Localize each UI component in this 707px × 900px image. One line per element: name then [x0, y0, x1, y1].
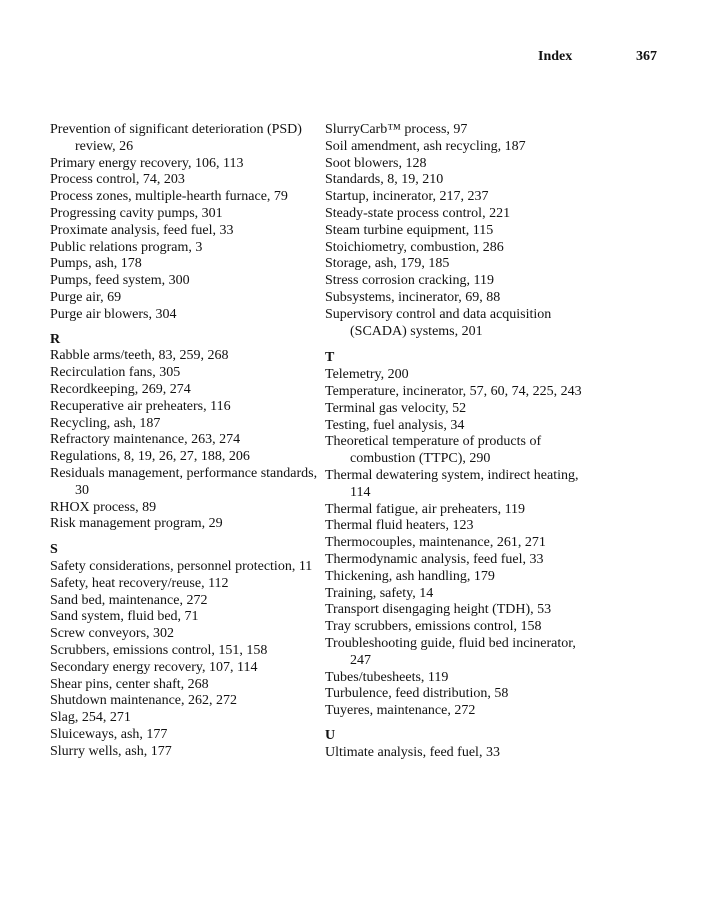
index-entry: Risk management program, 29 — [50, 516, 223, 532]
index-entry: Thickening, ash handling, 179 — [325, 568, 495, 584]
index-entry: Secondary energy recovery, 107, 114 — [50, 659, 258, 675]
index-entry: Thermal fluid heaters, 123 — [325, 518, 474, 534]
index-entry: Subsystems, incinerator, 69, 88 — [325, 289, 501, 305]
index-letter-heading: U — [325, 727, 336, 743]
index-entry: Tubes/tubesheets, 119 — [325, 669, 449, 685]
index-entry: Recordkeeping, 269, 274 — [50, 381, 191, 397]
index-entry: Shutdown maintenance, 262, 272 — [50, 693, 238, 709]
index-group-t — [325, 367, 595, 720]
section-title: Index — [538, 49, 573, 64]
index-entry: Refractory maintenance, 263, 274 — [50, 432, 241, 448]
index-entry: Purge air blowers, 304 — [50, 306, 177, 322]
index-entry: Thermal dewatering system, indirect heating, 114 — [325, 467, 579, 500]
index-entry: Testing, fuel analysis, 34 — [325, 417, 465, 433]
index-entry: Turbulence, feed distribution, 58 — [325, 686, 509, 702]
index-entry: Supervisory control and data acquisition (SCADA) systems, 201 — [325, 306, 552, 339]
index-entry: Proximate analysis, feed fuel, 33 — [50, 222, 234, 238]
index-letter-heading: S — [50, 542, 58, 558]
index-entry: Transport disengaging height (TDH), 53 — [325, 602, 552, 618]
index-entry: Soil amendment, ash recycling, 187 — [325, 138, 526, 154]
index-group-u — [325, 745, 595, 762]
index-entry: Recirculation fans, 305 — [50, 365, 181, 381]
index-entry: Rabble arms/teeth, 83, 259, 268 — [50, 348, 229, 364]
index-column-left — [50, 122, 320, 760]
index-entry: Troubleshooting guide, fluid bed incinerator, 247 — [325, 635, 576, 668]
index-entry: Thermocouples, maintenance, 261, 271 — [325, 535, 546, 551]
running-header — [0, 49, 707, 69]
index-letter-heading: T — [325, 350, 335, 366]
index-entry: Recuperative air preheaters, 116 — [50, 398, 231, 414]
index-entry: Steady-state process control, 221 — [325, 205, 511, 221]
index-entry: Tray scrubbers, emissions control, 158 — [325, 619, 542, 635]
index-entry: RHOX process, 89 — [50, 499, 157, 515]
index-entry: Thermal fatigue, air preheaters, 119 — [325, 501, 526, 517]
page-number: 367 — [636, 49, 657, 64]
index-group-r — [50, 348, 320, 533]
index-entry: Telemetry, 200 — [325, 367, 409, 383]
index-entry: Purge air, 69 — [50, 289, 122, 305]
index-entry: Slag, 254, 271 — [50, 710, 131, 726]
index-entry: SlurryCarb™ process, 97 — [325, 122, 468, 137]
index-group-s — [50, 559, 320, 761]
index-entry: Stoichiometry, combustion, 286 — [325, 239, 504, 255]
index-entry: Soot blowers, 128 — [325, 155, 427, 171]
index-entry: Scrubbers, emissions control, 151, 158 — [50, 642, 268, 658]
index-entry: Safety, heat recovery/reuse, 112 — [50, 575, 229, 591]
index-entry: Standards, 8, 19, 210 — [325, 172, 444, 188]
index-entry: Sluiceways, ash, 177 — [50, 726, 168, 742]
index-entry: Regulations, 8, 19, 26, 27, 188, 206 — [50, 449, 250, 465]
index-entry: Residuals management, performance standards, 30 — [50, 465, 318, 498]
index-entry: Slurry wells, ash, 177 — [50, 743, 172, 759]
index-entry: Startup, incinerator, 217, 237 — [325, 189, 489, 205]
index-entry: Screw conveyors, 302 — [50, 626, 175, 642]
index-entry: Tuyeres, maintenance, 272 — [325, 703, 476, 719]
index-entry: Temperature, incinerator, 57, 60, 74, 225, 243 — [325, 383, 582, 399]
index-entry: Ultimate analysis, feed fuel, 33 — [325, 744, 500, 760]
index-group-p-continued — [50, 122, 320, 324]
index-column-right — [325, 122, 595, 761]
index-entry: Pumps, ash, 178 — [50, 256, 142, 272]
index-entry: Safety considerations, personnel protection, 11 — [50, 558, 313, 574]
index-entry: Thermodynamic analysis, feed fuel, 33 — [325, 551, 544, 567]
index-entry: Steam turbine equipment, 115 — [325, 222, 494, 238]
index-entry: Prevention of significant deterioration (PSD) review, 26 — [50, 122, 302, 154]
index-entry: Training, safety, 14 — [325, 585, 434, 601]
index-letter-heading: R — [50, 331, 61, 347]
index-entry: Sand system, fluid bed, 71 — [50, 609, 199, 625]
index-entry: Primary energy recovery, 106, 113 — [50, 155, 244, 171]
index-entry: Shear pins, center shaft, 268 — [50, 676, 209, 692]
index-group-s-continued — [325, 122, 595, 340]
index-entry: Pumps, feed system, 300 — [50, 273, 190, 289]
index-entry: Public relations program, 3 — [50, 239, 203, 255]
index-entry: Process zones, multiple-hearth furnace, 79 — [50, 189, 288, 205]
index-entry: Stress corrosion cracking, 119 — [325, 273, 494, 289]
index-entry: Progressing cavity pumps, 301 — [50, 205, 223, 221]
index-entry: Recycling, ash, 187 — [50, 415, 161, 431]
index-entry: Terminal gas velocity, 52 — [325, 400, 467, 416]
index-entry: Process control, 74, 203 — [50, 172, 185, 188]
index-entry: Storage, ash, 179, 185 — [325, 256, 450, 272]
index-entry: Sand bed, maintenance, 272 — [50, 592, 208, 608]
index-entry: Theoretical temperature of products of combustion (TTPC), 290 — [325, 434, 542, 467]
